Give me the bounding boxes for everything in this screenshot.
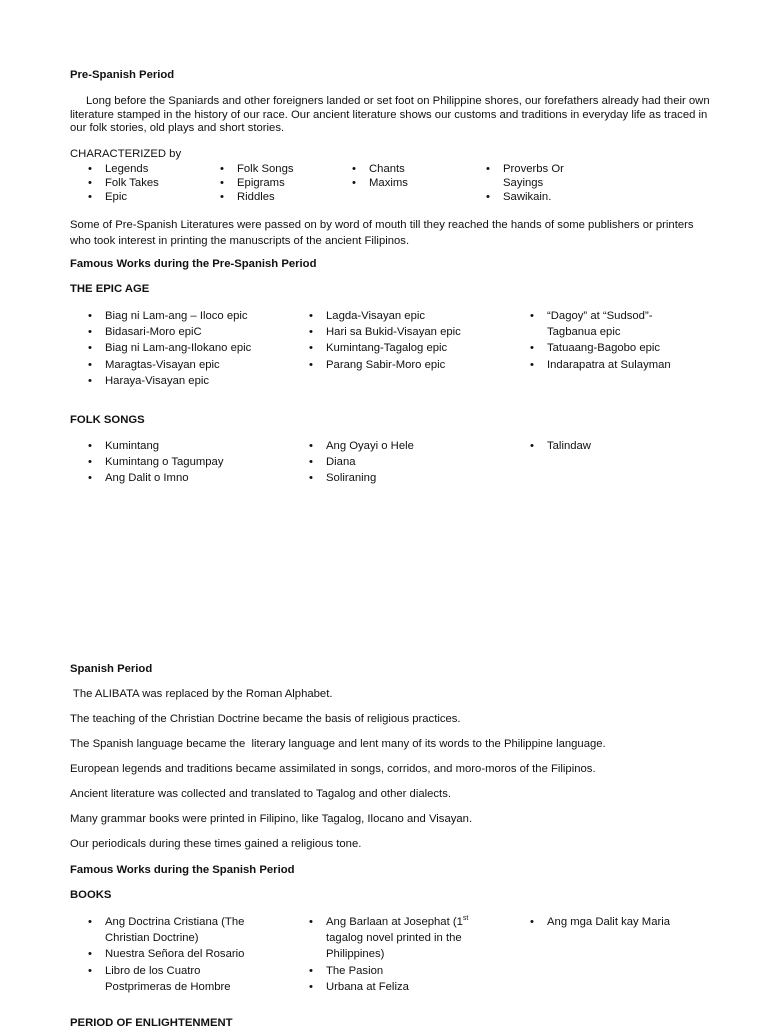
list-item: • Biag ni Lam-ang-Ilokano epic: [85, 340, 251, 356]
list-item: • Epic: [85, 190, 159, 204]
list-item: • Haraya-Visayan epic: [85, 373, 251, 389]
list-item: • “Dagoy” at “Sudsod”-Tagbanua epic: [527, 308, 675, 340]
books-col-3: [527, 914, 670, 930]
list-item: • Maxims: [349, 176, 408, 190]
list-item: • Urbana at Feliza: [306, 979, 476, 995]
list-item: [306, 914, 476, 963]
characterized-col-3: [349, 162, 408, 190]
list-item: • Ang Dalit o Imno: [85, 470, 224, 486]
list-item: • Kumintang o Tagumpay: [85, 454, 224, 470]
list-item: • Proverbs Or Sayings: [483, 162, 588, 190]
book-title-text: Ang Barlaan at Josephat (1: [326, 916, 463, 928]
list-item: • Folk Takes: [85, 176, 159, 190]
pre-spanish-title: Pre-Spanish Period: [70, 69, 175, 81]
epic-col-3: [527, 308, 675, 373]
epic-col-2: [306, 308, 461, 373]
books-col-1: [85, 914, 265, 995]
list-item: • Nuestra Señora del Rosario: [85, 946, 265, 962]
spanish-paragraph: Ancient literature was collected and translated to Tagalog and other dialects.: [70, 788, 451, 800]
spanish-paragraph: European legends and traditions became assimilated in songs, corridos, and moro-moros of the Filipinos.: [70, 763, 596, 775]
list-item: • Legends: [85, 162, 159, 176]
list-item: • Bidasari-Moro epiC: [85, 324, 251, 340]
spanish-title: Spanish Period: [70, 663, 153, 675]
word-of-mouth-paragraph: Some of Pre-Spanish Literatures were passed on by word of mouth till they reached the hands of some publishers or printers who took interest in printing the manuscripts of the ancient Filipinos.: [70, 219, 694, 247]
list-item: • Tatuaang-Bagobo epic: [527, 340, 675, 356]
epic-age-title: THE EPIC AGE: [70, 283, 150, 295]
epic-col-1: [85, 308, 251, 389]
ordinal-superscript: st: [462, 915, 469, 923]
list-item: • Diana: [306, 454, 414, 470]
list-item: • Soliraning: [306, 470, 414, 486]
list-item: • Indarapatra at Sulayman: [527, 357, 675, 373]
spanish-paragraph: The teaching of the Christian Doctrine became the basis of religious practices.: [70, 713, 461, 725]
list-item: • Ang Doctrina Cristiana (The Christian Doctrine): [85, 914, 265, 946]
characterized-label: CHARACTERIZED by: [70, 148, 182, 160]
list-item: • Ang Oyayi o Hele: [306, 438, 414, 454]
folk-col-3: [527, 438, 591, 454]
spanish-paragraph: Our periodicals during these times gained a religious tone.: [70, 838, 362, 850]
list-item: • Hari sa Bukid-Visayan epic: [306, 324, 461, 340]
folk-col-2: [306, 438, 414, 487]
spanish-paragraph: The ALIBATA was replaced by the Roman Alphabet.: [70, 688, 333, 700]
folk-col-1: [85, 438, 224, 487]
list-item: • The Pasion: [306, 963, 476, 979]
list-item: • Sawikain.: [483, 190, 588, 204]
list-item: • Biag ni Lam-ang – Iloco epic: [85, 308, 251, 324]
spanish-paragraph: Many grammar books were printed in Filipino, like Tagalog, Ilocano and Visayan.: [70, 813, 473, 825]
characterized-col-2: [217, 162, 294, 204]
books-title: BOOKS: [70, 889, 112, 901]
spanish-paragraph: The Spanish language became the literary language and lent many of its words to the Philippine language.: [70, 738, 606, 750]
list-item: • Epigrams: [217, 176, 294, 190]
list-item: • Lagda-Visayan epic: [306, 308, 461, 324]
list-item: • Kumintang: [85, 438, 224, 454]
list-item: • Talindaw: [527, 438, 591, 454]
list-item: • Parang Sabir-Moro epic: [306, 357, 461, 373]
list-item: • Maragtas-Visayan epic: [85, 357, 251, 373]
list-item: • Ang mga Dalit kay Maria: [527, 914, 670, 930]
pre-spanish-famous-works-title: Famous Works during the Pre-Spanish Period: [70, 258, 317, 270]
spanish-famous-works-title: Famous Works during the Spanish Period: [70, 864, 295, 876]
list-item: • Folk Songs: [217, 162, 294, 176]
book-title-text: tagalog novel printed in the Philippines): [326, 932, 462, 961]
list-item: • Libro de los Cuatro Postprimeras de Hombre: [85, 963, 265, 995]
list-item: • Kumintang-Tagalog epic: [306, 340, 461, 356]
characterized-col-1: [85, 162, 159, 204]
list-item: • Riddles: [217, 190, 294, 204]
characterized-col-4: [483, 162, 588, 204]
list-item: • Chants: [349, 162, 408, 176]
books-col-2: [306, 914, 476, 995]
folk-songs-title: FOLK SONGS: [70, 414, 145, 426]
pre-spanish-intro: Long before the Spaniards and other foreigners landed or set foot on Philippine shores, our forefathers already had their own literature stamped in the history of our race. Our ancient literature shows our customs and traditions in everyday life as traced in our folk stories, old plays and short stories.: [70, 95, 710, 134]
enlightenment-title: PERIOD OF ENLIGHTENMENT: [70, 1017, 233, 1029]
